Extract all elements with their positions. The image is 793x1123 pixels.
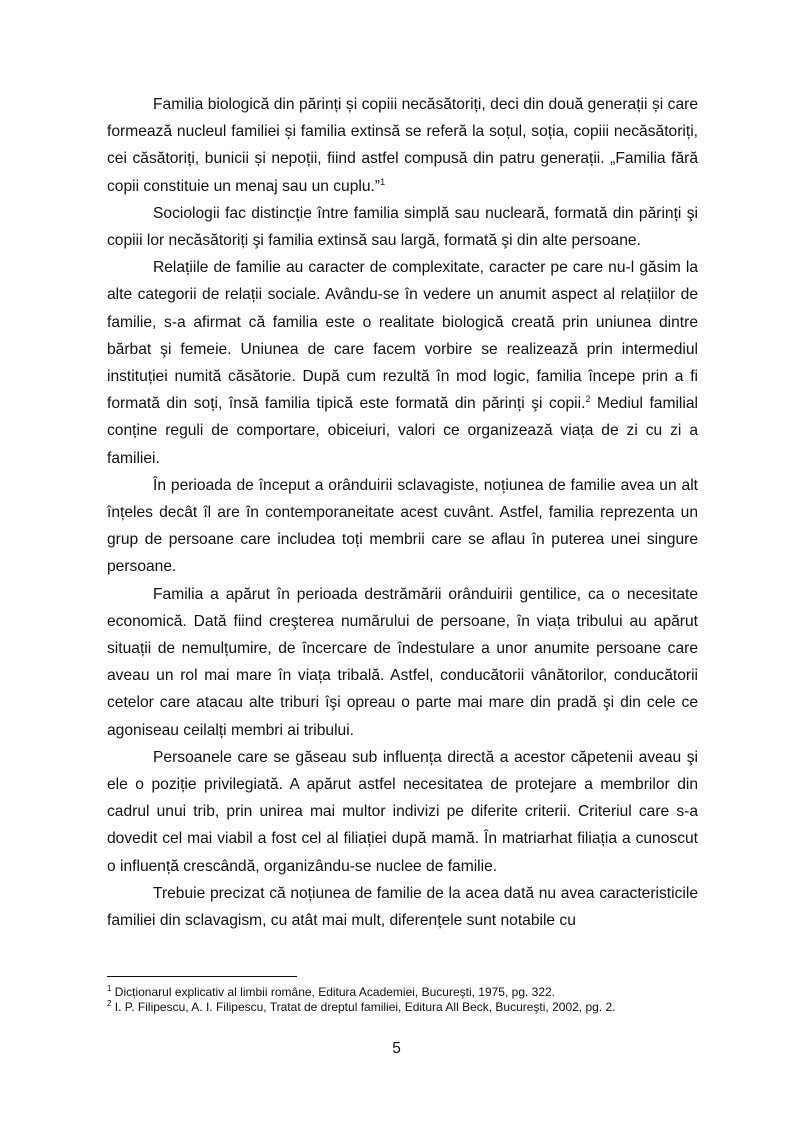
footnote-number: 2 <box>107 998 112 1008</box>
footnote-separator <box>107 976 297 977</box>
paragraph <box>107 744 698 880</box>
footnotes <box>107 985 698 1014</box>
paragraph-text: Relațiile de familie au caracter de complexitate, caracter pe care nu-l găsim la alte categorii de relații sociale. Avându-se în vedere un anumit aspect al relațiilor de familie, s-a afirmat că familia este o realitate biologică creată prin uniunea dintre bărbat şi femeie. Uniunea de care facem vorbire se realizează prin intermediul instituției numită căsătorie. După cum rezultă în mod logic, familia începe prin a fi formată din soți, însă familia tipică este formată din părinți şi copii. <box>107 259 698 413</box>
paragraph-text: Familia a apărut în perioada destrămării orânduirii gentilice, ca o necesitate economică. Dată fiind creşterea numărului de persoane, în viața tribului au apărut situații de nemulțumire, de încercare de îndestulare a unor anumite persoane care aveau un rol mai mare în viața tribală. Astfel, conducătorii vânătorilor, conducătorii cetelor care atacau alte triburi îşi opreau o parte mai mare din pradă şi din cele ce agoniseau ceilalți membri ai tribului. <box>107 585 698 739</box>
footnote-number: 1 <box>107 984 112 993</box>
page-number: 5 <box>392 1040 401 1057</box>
paragraph <box>107 91 698 200</box>
paragraph <box>107 254 698 472</box>
footnote-text: Dicționarul explicativ al limbii române, Editura Academiei, Bucureşti, 1975, pg. 322. <box>114 985 556 999</box>
footnote <box>107 985 698 1000</box>
paragraph-text: Persoanele care se găseau sub influența directă a acestor căpetenii aveau şi ele o poziție privilegiată. A apărut astfel necesitatea de protejare a membrilor din cadrul unui trib, prin unirea mai multor indivizi pe diferite criterii. Criteriul care s-a dovedit cel mai viabil a fost cel al filiației după mamă. În matriarhat filiația a cunoscut o influență crescândă, organizându-se nuclee de familie. <box>107 748 698 875</box>
paragraph <box>107 200 698 254</box>
body-text <box>107 91 698 934</box>
footnote <box>107 1000 698 1015</box>
paragraph-text: Familia biologică din părinți și copiii necăsătoriți, deci din două generații și care formează nucleul familiei și familia extinsă se referă la soțul, soția, copiii necăsătoriți, cei căsătoriți, bunicii și nepoții, fiind astfel compusă din patru generații. „Familia fără copii constituie un menaj sau un cuplu.” <box>107 96 698 195</box>
footnote-text: I. P. Filipescu, A. I. Filipescu, Tratat de dreptul familiei, Editura All Beck, Bucureşti, 2002, pg. 2. <box>114 999 616 1014</box>
footnote-reference[interactable]: 2 <box>585 394 591 405</box>
footnote-reference[interactable]: 1 <box>380 176 386 187</box>
paragraph <box>107 880 698 934</box>
paragraph <box>107 581 698 744</box>
paragraph-text: Sociologii fac distincție între familia simplă sau nucleară, formată din părinți şi copiii lor necăsătoriți şi familia extinsă sau largă, formată şi din alte persoane. <box>107 204 698 250</box>
paragraph-text-continued: Mediul familial conține reguli de comportare, obiceiuri, valori ce organizează viața de zi cu zi a familiei. <box>107 395 698 467</box>
paragraph-text: În perioada de început a orânduirii sclavagiste, noțiunea de familie avea un alt înțeles decât îl are în contemporaneitate acest cuvânt. Astfel, familia reprezenta un grup de persoane care includea toți membrii care se aflau în puterea unei singure persoane. <box>107 476 698 576</box>
paragraph <box>107 472 698 581</box>
paragraph-text: Trebuie precizat că noțiunea de familie de la acea dată nu avea caracteristicile familiei din sclavagism, cu atât mai mult, diferențele sunt notabile cu <box>107 884 698 930</box>
